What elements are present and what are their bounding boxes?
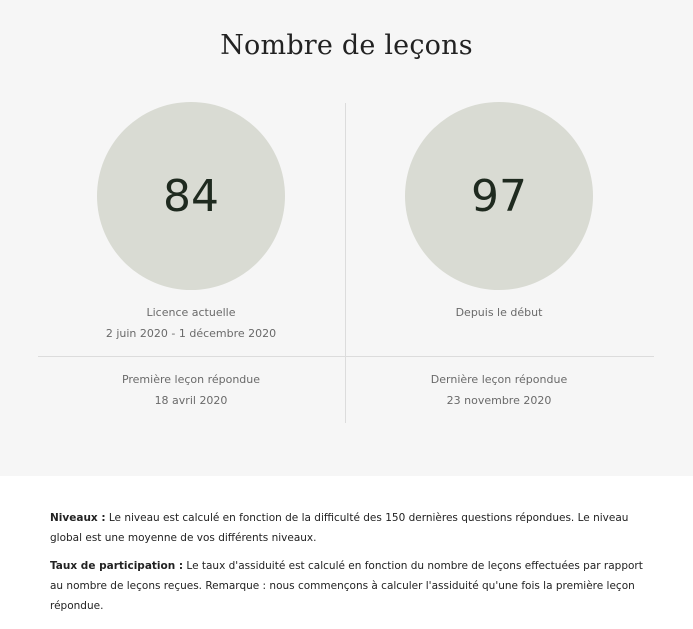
last-lesson-label: Dernière leçon répondue: [430, 373, 568, 386]
levels-note-term: Niveaux :: [50, 512, 106, 524]
current-license-caption: [41, 302, 341, 344]
last-lesson-info: [349, 369, 649, 411]
since-start-caption: [349, 302, 649, 323]
vertical-divider: [345, 103, 346, 423]
current-license-count: 84: [97, 102, 285, 290]
notes-section: [50, 508, 650, 624]
first-lesson-info: [41, 369, 341, 411]
participation-note-term: Taux de participation :: [50, 560, 184, 572]
levels-note: [50, 508, 650, 548]
participation-note-text: Le taux d'assiduité est calculé en fonction du nombre de leçons effectuées par rapport au nombre de leçons reçues. Remarque : nous commençons à calculer l'assiduité qu'une fois la première leçon répondue.: [50, 560, 643, 612]
last-lesson-date: 23 novembre 2020: [446, 394, 552, 407]
current-license-period: 2 juin 2020 - 1 décembre 2020: [105, 327, 277, 340]
horizontal-divider: [38, 356, 654, 357]
first-lesson-date: 18 avril 2020: [154, 394, 228, 407]
participation-note: [50, 556, 650, 616]
since-start-count: 97: [405, 102, 593, 290]
levels-note-text: Le niveau est calculé en fonction de la difficulté des 150 dernières questions répondues. Le niveau global est une moyenne de vos différents niveaux.: [50, 512, 629, 544]
page-title: Nombre de leçons: [220, 30, 473, 61]
first-lesson-label: Première leçon répondue: [121, 373, 261, 386]
since-start-label: Depuis le début: [455, 306, 543, 319]
current-license-label: Licence actuelle: [146, 306, 236, 319]
